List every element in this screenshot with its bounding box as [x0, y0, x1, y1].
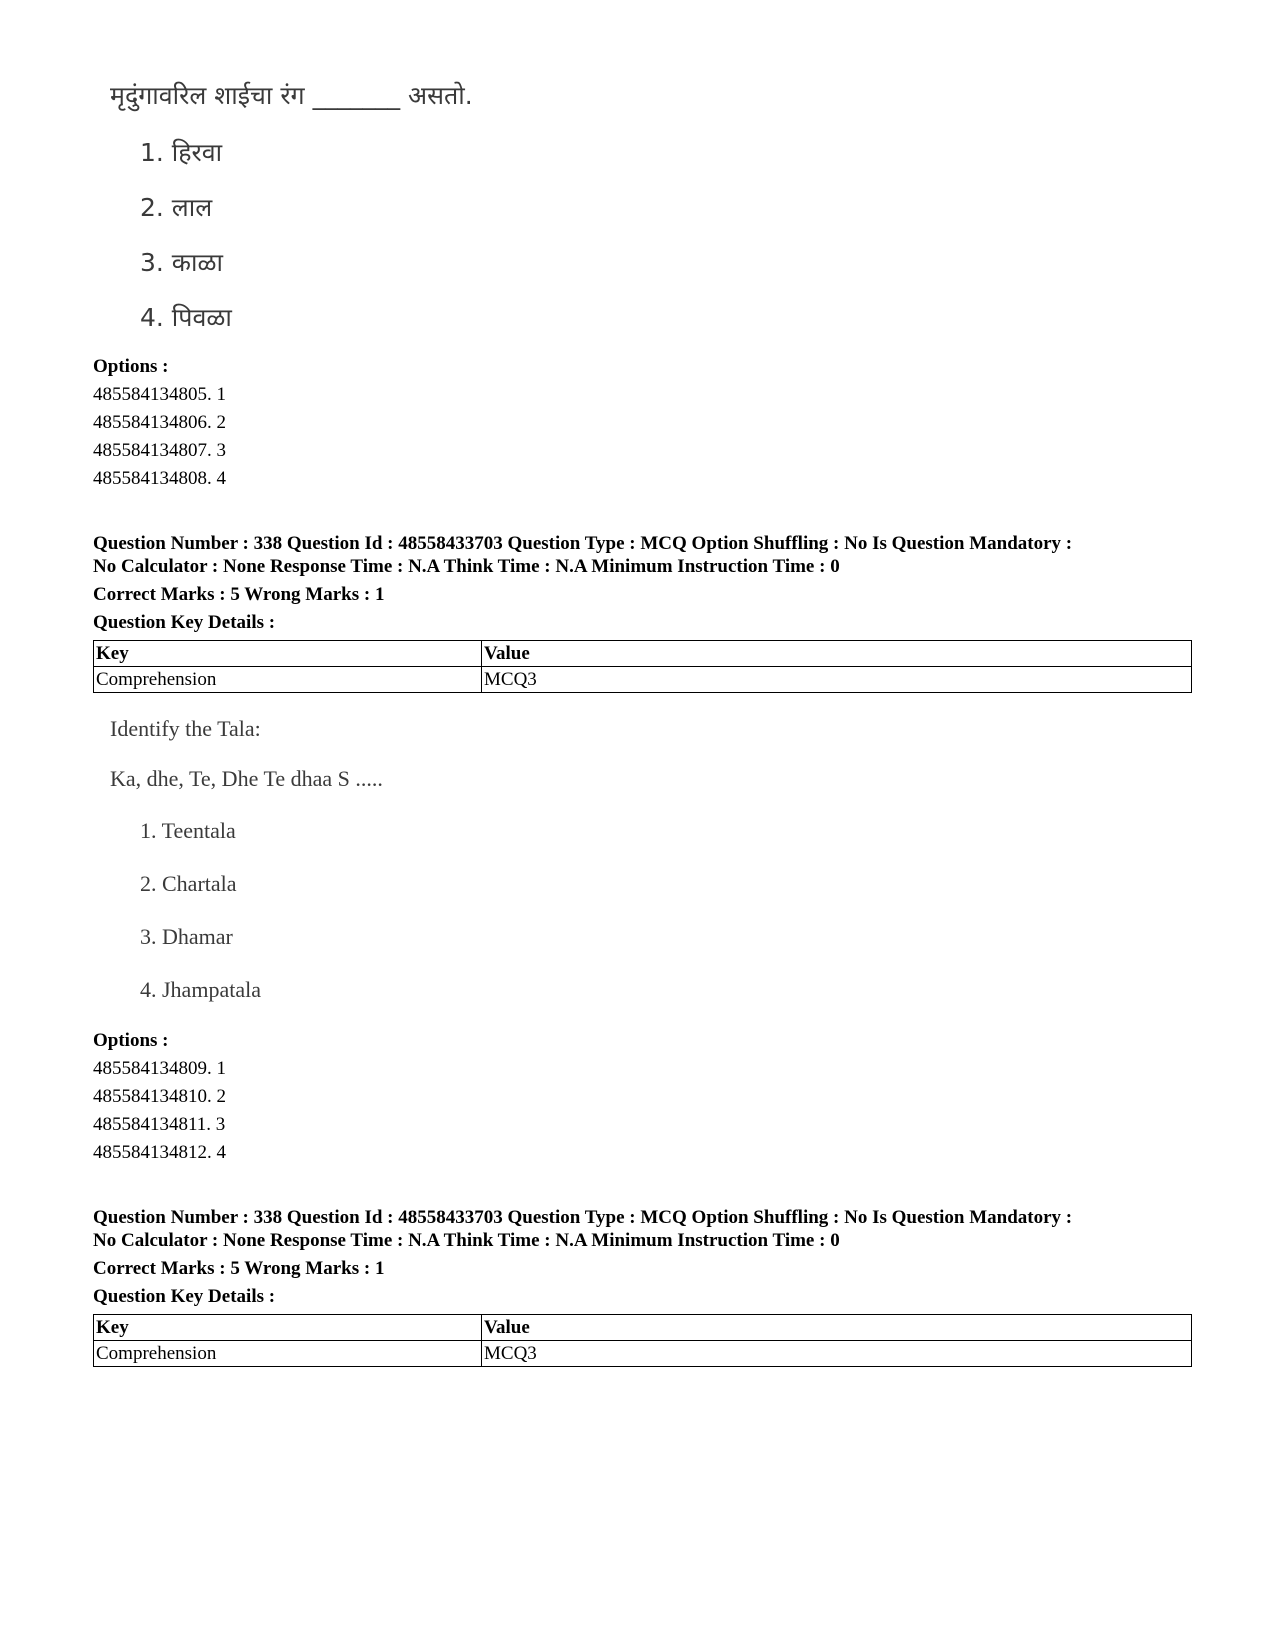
option-id-3: 485584134807. 3 [93, 440, 226, 461]
question-1-stem: मृदुंगावरिल शाईचा रंग _______ असतो. [110, 81, 473, 110]
table-header-key: Key [94, 641, 482, 667]
marks-line: Correct Marks : 5 Wrong Marks : 1 [93, 584, 385, 605]
question-2-stem-line-1: Identify the Tala: [110, 716, 261, 741]
option-id-6: 485584134810. 2 [93, 1086, 226, 1107]
question-2-choice-4: 4. Jhampatala [140, 977, 261, 1002]
table-header-value: Value [482, 1315, 1192, 1341]
question-header-line-2: No Calculator : None Response Time : N.A Think Time : N.A Minimum Instruction Time : 0 [93, 1230, 840, 1251]
option-id-8: 485584134812. 4 [93, 1142, 226, 1163]
table-cell-key: Comprehension [94, 1341, 482, 1367]
question-2-choice-3: 3. Dhamar [140, 924, 233, 949]
table-row [94, 667, 1192, 693]
question-2-stem-line-2: Ka, dhe, Te, Dhe Te dhaa S ..... [110, 766, 383, 791]
options-label-2: Options : [93, 1030, 169, 1051]
question-header-line-2: No Calculator : None Response Time : N.A Think Time : N.A Minimum Instruction Time : 0 [93, 556, 840, 577]
key-details-label: Question Key Details : [93, 1286, 276, 1307]
option-id-1: 485584134805. 1 [93, 384, 226, 405]
table-cell-key: Comprehension [94, 667, 482, 693]
table-header-row [94, 1315, 1192, 1341]
table-header-row [94, 641, 1192, 667]
question-1-choice-3: 3. काळा [140, 248, 223, 277]
option-id-5: 485584134809. 1 [93, 1058, 226, 1079]
table-header-value: Value [482, 641, 1192, 667]
question-1-choice-2: 2. लाल [140, 193, 213, 222]
option-id-4: 485584134808. 4 [93, 468, 226, 489]
question-2-choice-1: 1. Teentala [140, 818, 236, 843]
table-header-key: Key [94, 1315, 482, 1341]
options-label-1: Options : [93, 356, 169, 377]
question-header-line-1: Question Number : 338 Question Id : 48558433703 Question Type : MCQ Option Shuffling : No Is Question Mandatory : [93, 533, 1073, 554]
question-1-choice-4: 4. पिवळा [140, 303, 232, 332]
option-id-2: 485584134806. 2 [93, 412, 226, 433]
key-details-label: Question Key Details : [93, 612, 276, 633]
question-1-choice-1: 1. हिरवा [140, 138, 223, 167]
key-details-table [93, 640, 1192, 693]
option-id-7: 485584134811. 3 [93, 1114, 226, 1135]
question-header-line-1: Question Number : 338 Question Id : 48558433703 Question Type : MCQ Option Shuffling : No Is Question Mandatory : [93, 1207, 1073, 1228]
table-cell-value: MCQ3 [482, 667, 1192, 693]
table-cell-value: MCQ3 [482, 1341, 1192, 1367]
question-2-choice-2: 2. Chartala [140, 871, 237, 896]
marks-line: Correct Marks : 5 Wrong Marks : 1 [93, 1258, 385, 1279]
key-details-table [93, 1314, 1192, 1367]
table-row [94, 1341, 1192, 1367]
